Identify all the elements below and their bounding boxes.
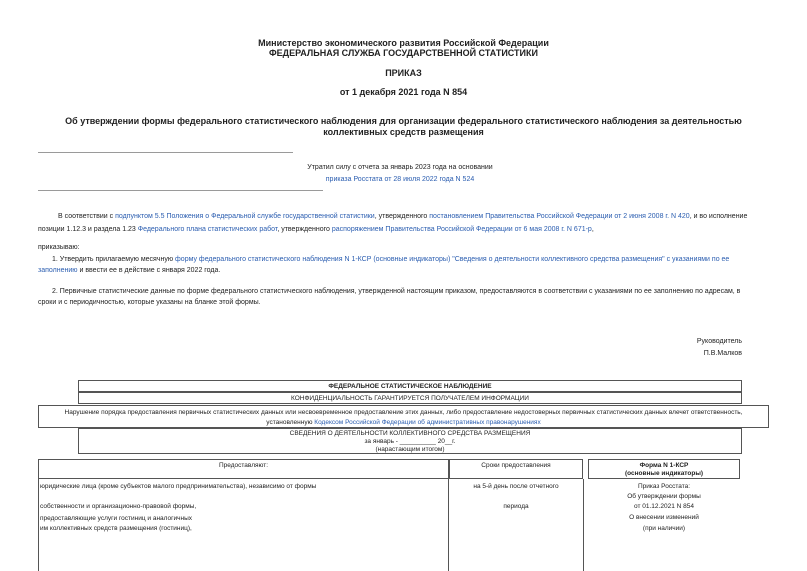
expired-note-link[interactable]: приказа Росстата от 28 июля 2022 года N 524 [325, 176, 475, 183]
order-item-2: 2. Первичные статистические данные по форме федерального статистического наблюдения, утвержденной настоящим приказом, предоставляются в соответствии с указаниями по ее заполнению по адресам, в [52, 288, 741, 295]
link-order-671r[interactable]: распоряжением Правительства Российской Федерации от 6 мая 2008 г. N 671-р [331, 226, 592, 233]
link-admin-code[interactable]: Кодексом Российской Федерации об административных правонарушениях [314, 419, 541, 426]
order-word: приказываю: [38, 244, 80, 251]
form-violation-notice: Нарушение порядка предоставления первичных статистических данных или несвоевременное предоставление этих данных, либо предоставление недостоверных первичных статистических данных влечет ответственность, установленную Кодексом Российской Федерации об административных правонарушениях [38, 405, 769, 428]
form-report-title-box [78, 428, 742, 454]
approval-2: Об утверждении формы [627, 493, 701, 500]
provide-row-1: юридические лица (кроме субъектов малого предпринимательства), независимо от формы [40, 483, 317, 490]
service-name: ФЕДЕРАЛЬНАЯ СЛУЖБА ГОСУДАРСТВЕННОЙ СТАТИСТИКИ [269, 48, 538, 58]
report-cumulative: (нарастающим итогом) [375, 446, 445, 453]
signature-name: П.В.Малков [703, 350, 742, 357]
provide-row-4: им коллективных средств размещения (гостиниц), [40, 525, 192, 532]
deadline-1: на 5-й день после отчетного [473, 483, 559, 490]
deadline-2: периода [503, 503, 529, 510]
link-form-instructions[interactable]: заполнению [38, 267, 78, 274]
separator-line [38, 190, 323, 191]
table-border [38, 479, 39, 571]
link-form-1-ksr[interactable]: форму федерального статистического наблюдения N 1-КСР (основные индикаторы) "Сведения о деятельности коллективного средства размещения" с указаниями по ее [175, 256, 730, 263]
approval-1: Приказ Росстата: [637, 483, 691, 490]
col-provide-header: Предоставляют: [38, 459, 449, 479]
preamble-line-2: позиции 1.12.3 и раздела 1.23 Федерального плана статистических работ, утвержденного распоряжением Правительства Российской Федерации от 6 мая 2008 г. N 671-р, [38, 226, 594, 233]
form-federal-observation: ФЕДЕРАЛЬНОЕ СТАТИСТИЧЕСКОЕ НАБЛЮДЕНИЕ [78, 380, 742, 392]
doc-title: Об утверждении формы федерального статистического наблюдения для организации федерального статистического наблюдения за деятельностью коллективных средств размещения [65, 116, 742, 137]
order-item-1-cont: заполнению и ввести ее в действие с января 2022 года. [38, 267, 221, 274]
doc-date-number: от 1 декабря 2021 года N 854 [339, 87, 468, 97]
separator-line [38, 152, 293, 153]
col-deadline-header: Сроки предоставления [449, 459, 583, 479]
preamble-line-1: В соответствии с подпунктом 5.5 Положения о Федеральной службе государственной статистики, утвержденного постановлением Правительства Российской Федерации от 2 июня 2008 г. N 420, и во исполнение [58, 213, 748, 220]
report-period: за январь - __________ 20__г. [364, 438, 456, 445]
approval-4: О внесении изменений [629, 514, 699, 521]
ministry-name: Министерство экономического развития Российской Федерации [258, 38, 549, 48]
doc-type: ПРИКАЗ [385, 68, 422, 78]
expired-note: Утратил силу с отчета за январь 2023 года на основании [307, 164, 493, 171]
order-item-2-cont: сроки и с периодичностью, которые указаны на бланке этой формы. [38, 299, 261, 306]
table-border [448, 479, 449, 571]
signature-position: Руководитель [696, 338, 742, 345]
form-confidential: КОНФИДЕНЦИАЛЬНОСТЬ ГАРАНТИРУЕТСЯ ПОЛУЧАТЕЛЕМ ИНФОРМАЦИИ [78, 392, 742, 404]
link-decree-420[interactable]: постановлением Правительства Российской Федерации от 2 июня 2008 г. N 420 [429, 213, 690, 220]
provide-row-2: собственности и организационно-правовой формы, [40, 503, 197, 510]
link-regulation-5-5[interactable]: подпунктом 5.5 Положения о Федеральной службе государственной статистики [115, 213, 375, 220]
provide-row-3: предоставляющие услуги гостиниц и аналогичных [40, 515, 193, 522]
order-item-1: 1. Утвердить прилагаемую месячную форму федерального статистического наблюдения N 1-КСР (основные индикаторы) "Сведения о деятельности коллективного средства размещения" с указаниями по ее [52, 256, 730, 263]
table-border [583, 479, 584, 571]
link-federal-plan[interactable]: Федерального плана статистических работ [137, 226, 278, 233]
approval-5: (при наличии) [642, 525, 686, 532]
approval-3: от 01.12.2021 N 854 [634, 503, 694, 510]
report-title: СВЕДЕНИЯ О ДЕЯТЕЛЬНОСТИ КОЛЛЕКТИВНОГО СРЕДСТВА РАЗМЕЩЕНИЯ [289, 430, 531, 437]
form-name-box: Форма N 1-КСР (основные индикаторы) [588, 459, 740, 479]
